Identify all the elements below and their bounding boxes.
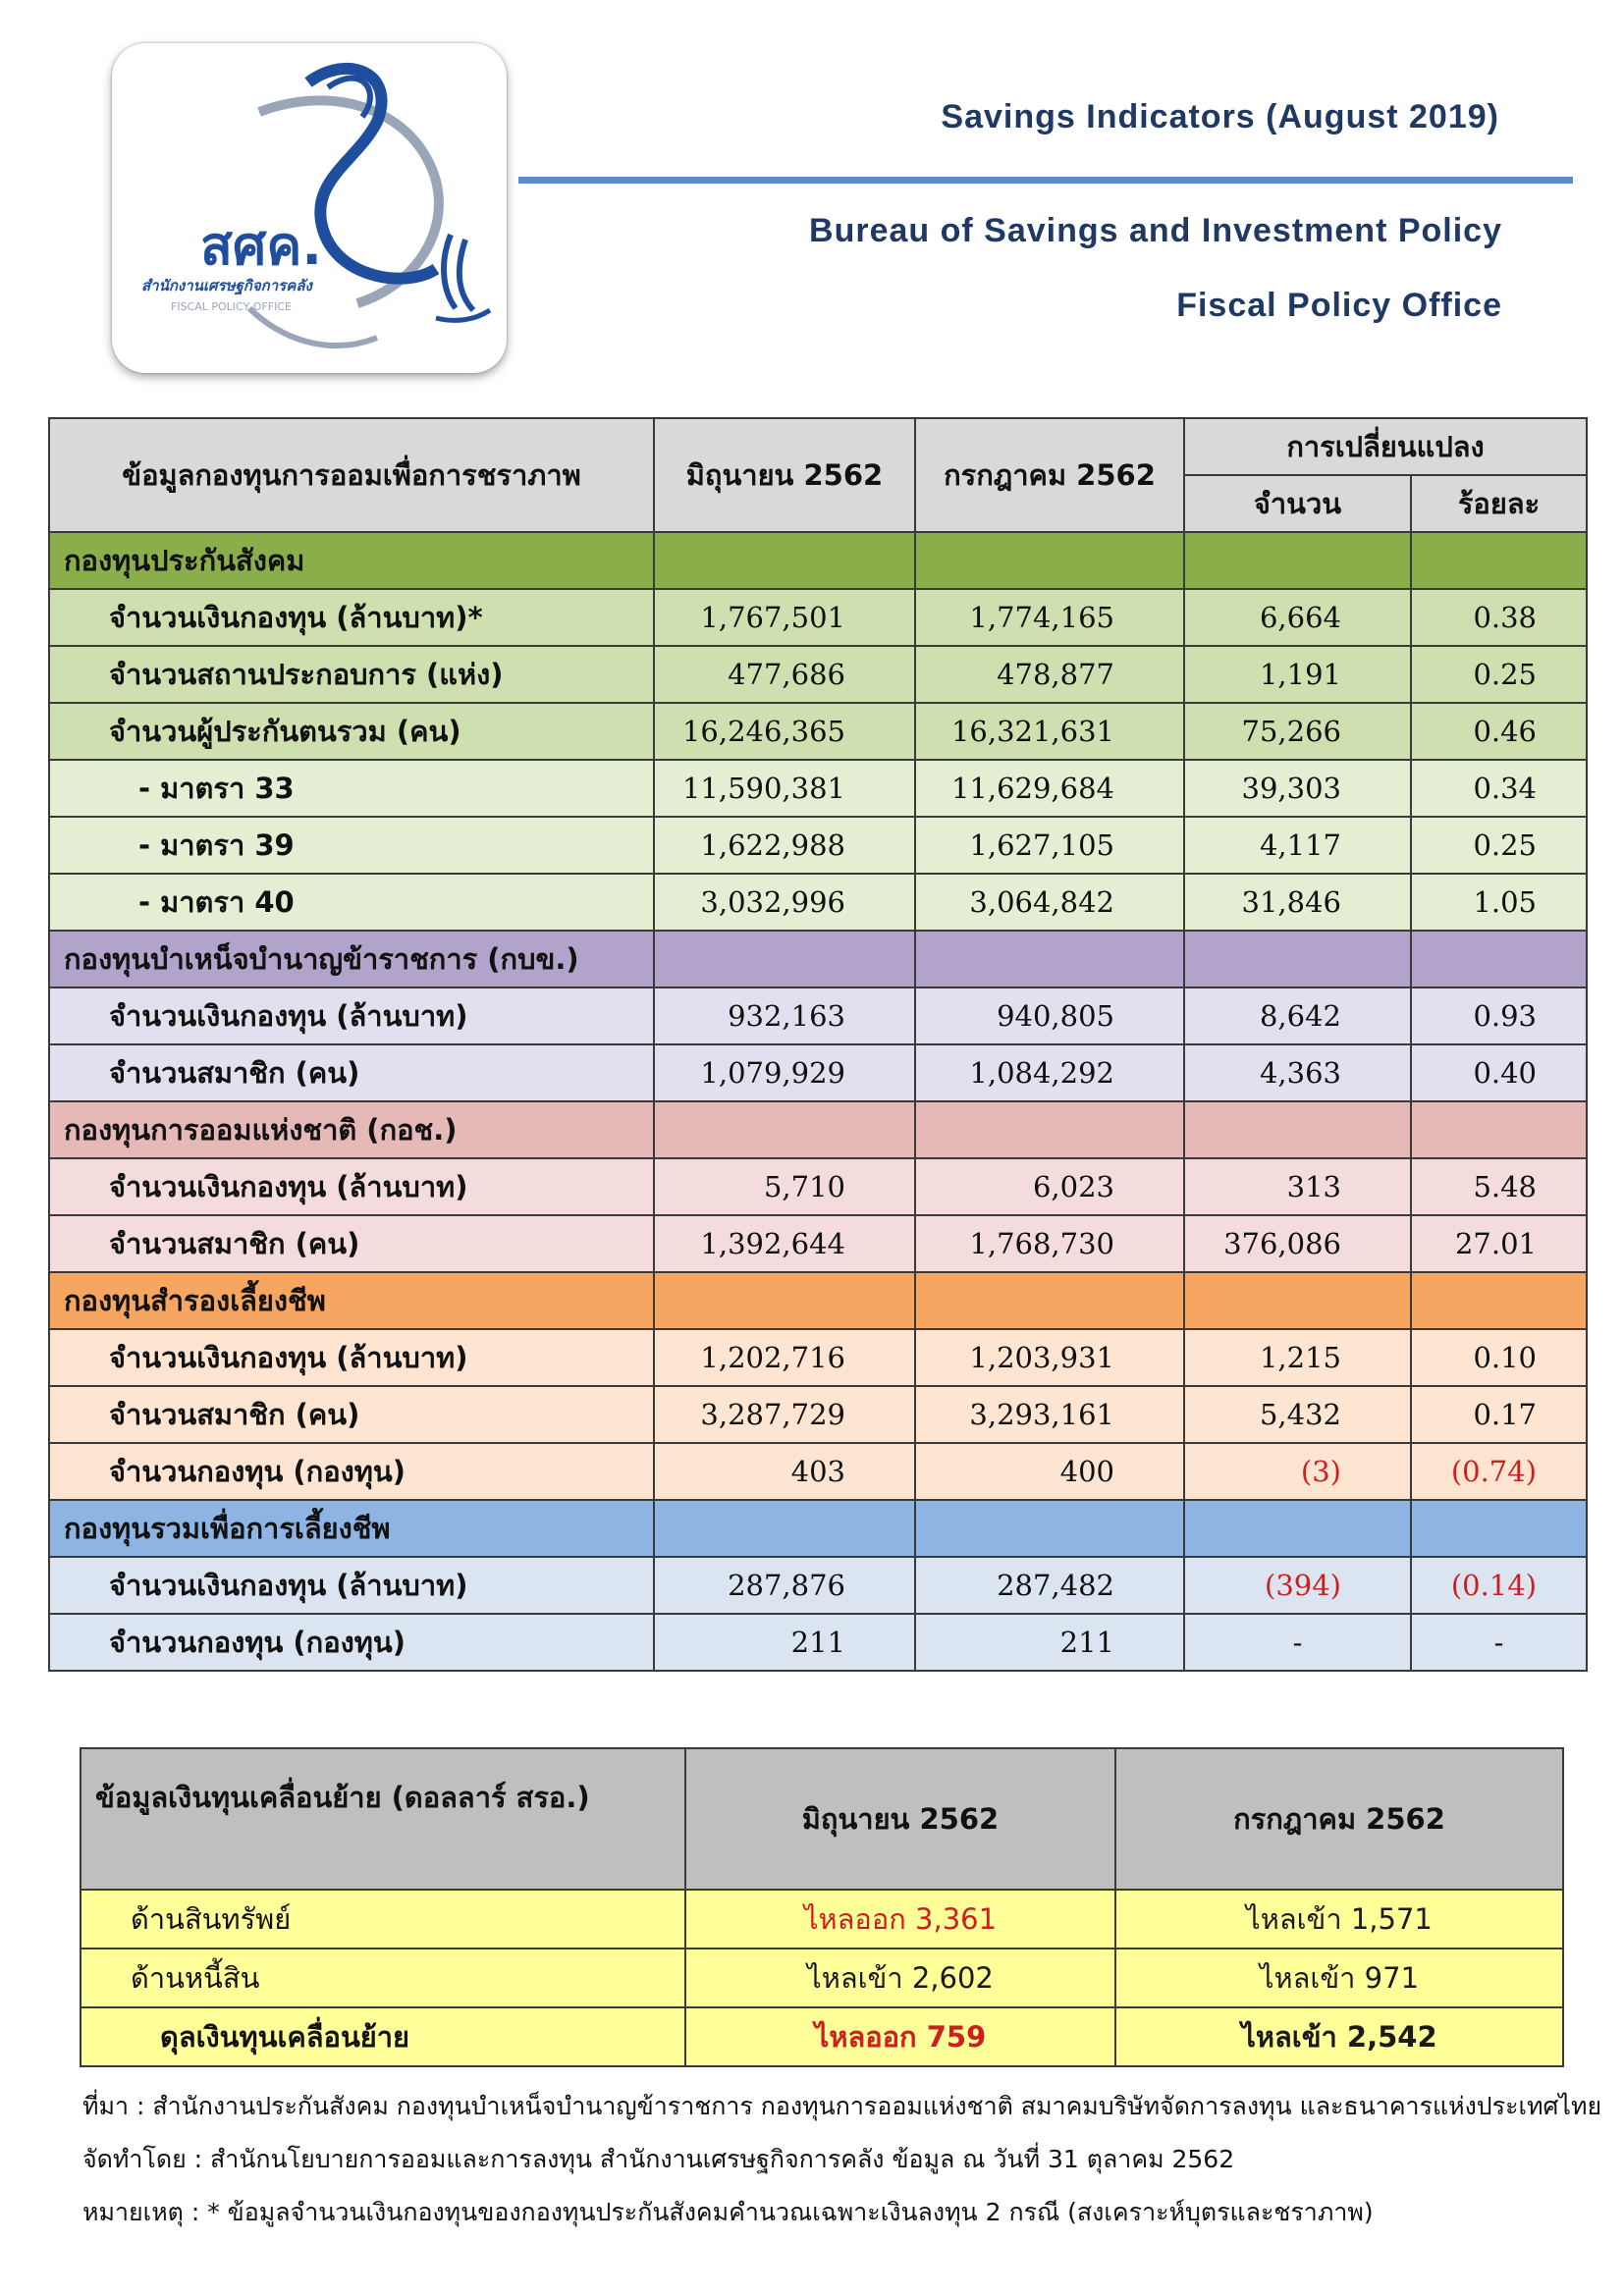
june-value: 932,163 — [654, 988, 915, 1044]
june-flow: ไหลออก 3,361 — [685, 1890, 1115, 1949]
row-label: จำนวนสมาชิก (คน) — [49, 1386, 654, 1443]
july-value: 478,877 — [915, 646, 1184, 703]
row-label: จำนวนสมาชิก (คน) — [49, 1044, 654, 1101]
row-label: ด้านหนี้สิน — [81, 1949, 685, 2007]
section-nsf — [49, 1101, 1587, 1158]
june-flow: ไหลเข้า 2,602 — [685, 1949, 1115, 2007]
section-title: กองทุนรวมเพื่อการเลี้ยงชีพ — [49, 1500, 654, 1557]
change-amount: 1,191 — [1184, 646, 1411, 703]
change-amount: 313 — [1184, 1158, 1411, 1215]
table-row — [49, 1044, 1587, 1101]
row-label: จำนวนกองทุน (กองทุน) — [49, 1443, 654, 1500]
logo-emblem-icon — [112, 43, 507, 373]
july-value: 6,023 — [915, 1158, 1184, 1215]
june-value: 211 — [654, 1614, 915, 1671]
row-label: จำนวนเงินกองทุน (ล้านบาท) — [49, 1329, 654, 1386]
header-amount: จำนวน — [1184, 475, 1411, 532]
svg-text:สำนักงานเศรษฐกิจการคลัง: สำนักงานเศรษฐกิจการคลัง — [141, 277, 312, 294]
table-row — [49, 703, 1587, 760]
change-percent: 0.34 — [1411, 760, 1587, 817]
row-label: - มาตรา 39 — [49, 817, 654, 874]
capital-header-june: มิถุนายน 2562 — [685, 1748, 1115, 1890]
table-row — [49, 1443, 1587, 1500]
change-percent: 0.46 — [1411, 703, 1587, 760]
june-value: 477,686 — [654, 646, 915, 703]
row-label: - มาตรา 40 — [49, 874, 654, 931]
june-value: 5,710 — [654, 1158, 915, 1215]
table-row — [49, 760, 1587, 817]
table-row — [49, 988, 1587, 1044]
july-value: 940,805 — [915, 988, 1184, 1044]
change-percent: 0.40 — [1411, 1044, 1587, 1101]
change-percent: 0.25 — [1411, 646, 1587, 703]
section-sso — [49, 532, 1587, 589]
change-percent: 0.10 — [1411, 1329, 1587, 1386]
table-row — [49, 817, 1587, 874]
july-value: 400 — [915, 1443, 1184, 1500]
fiscal-policy-office-logo — [112, 43, 507, 373]
change-amount: 4,363 — [1184, 1044, 1411, 1101]
capital-header-topic: ข้อมูลเงินทุนเคลื่อนย้าย (ดอลลาร์ สรอ.) — [81, 1748, 685, 1890]
row-label: ด้านสินทรัพย์ — [81, 1890, 685, 1949]
change-percent: - — [1411, 1614, 1587, 1671]
bureau-name: Bureau of Savings and Investment Policy — [809, 212, 1502, 249]
change-amount: (394) — [1184, 1557, 1411, 1614]
section-title: กองทุนการออมแห่งชาติ (กอช.) — [49, 1101, 654, 1158]
source-note: ที่มา : สำนักงานประกันสังคม กองทุนบำเหน็จบำนาญข้าราชการ กองทุนการออมแห่งชาติ สมาคมบริษัทจัดการลงทุน และธนาคารแห่งประเทศไทย — [82, 2092, 1602, 2120]
july-value: 11,629,684 — [915, 760, 1184, 817]
change-amount: - — [1184, 1614, 1411, 1671]
header-topic: ข้อมูลกองทุนการออมเพื่อการชราภาพ — [49, 418, 654, 532]
july-flow: ไหลเข้า 2,542 — [1115, 2007, 1563, 2066]
header-change: การเปลี่ยนแปลง — [1184, 418, 1587, 475]
savings-fund-table — [48, 417, 1588, 1672]
june-value: 1,392,644 — [654, 1215, 915, 1272]
june-value: 11,590,381 — [654, 760, 915, 817]
table-row — [81, 1949, 1563, 2007]
june-value: 1,622,988 — [654, 817, 915, 874]
table-row — [49, 874, 1587, 931]
change-amount: 39,303 — [1184, 760, 1411, 817]
change-amount: 75,266 — [1184, 703, 1411, 760]
section-pvd — [49, 1272, 1587, 1329]
row-label: จำนวนกองทุน (กองทุน) — [49, 1614, 654, 1671]
table-row — [49, 1386, 1587, 1443]
table-row — [49, 1557, 1587, 1614]
row-label: จำนวนเงินกองทุน (ล้านบาท) — [49, 988, 654, 1044]
remark-note: หมายเหตุ : * ข้อมูลจำนวนเงินกองทุนของกองทุนประกันสังคมคำนวณเฉพาะเงินลงทุน 2 กรณี (สงเคราะห์บุตรและชราภาพ) — [82, 2198, 1374, 2226]
change-percent: (0.14) — [1411, 1557, 1587, 1614]
change-amount: 1,215 — [1184, 1329, 1411, 1386]
june-value: 287,876 — [654, 1557, 915, 1614]
row-label: ดุลเงินทุนเคลื่อนย้าย — [81, 2007, 685, 2066]
change-percent: 0.38 — [1411, 589, 1587, 646]
change-amount: 5,432 — [1184, 1386, 1411, 1443]
table-row — [49, 1614, 1587, 1671]
july-value: 3,064,842 — [915, 874, 1184, 931]
june-flow: ไหลออก 759 — [685, 2007, 1115, 2066]
june-value: 1,079,929 — [654, 1044, 915, 1101]
change-amount: 31,846 — [1184, 874, 1411, 931]
section-title: กองทุนสำรองเลี้ยงชีพ — [49, 1272, 654, 1329]
july-value: 1,084,292 — [915, 1044, 1184, 1101]
july-value: 3,293,161 — [915, 1386, 1184, 1443]
row-label: จำนวนเงินกองทุน (ล้านบาท) — [49, 1158, 654, 1215]
change-amount: 6,664 — [1184, 589, 1411, 646]
july-value: 1,768,730 — [915, 1215, 1184, 1272]
header-divider — [518, 177, 1573, 184]
svg-text:FISCAL POLICY OFFICE: FISCAL POLICY OFFICE — [171, 300, 292, 313]
page-title: Savings Indicators (August 2019) — [941, 98, 1499, 135]
july-flow: ไหลเข้า 1,571 — [1115, 1890, 1563, 1949]
row-label: จำนวนเงินกองทุน (ล้านบาท) — [49, 1557, 654, 1614]
july-value: 1,774,165 — [915, 589, 1184, 646]
table-row — [49, 589, 1587, 646]
section-title: กองทุนบำเหน็จบำนาญข้าราชการ (กบข.) — [49, 931, 654, 988]
table-row-total — [81, 2007, 1563, 2066]
row-label: จำนวนผู้ประกันตนรวม (คน) — [49, 703, 654, 760]
change-percent: (0.74) — [1411, 1443, 1587, 1500]
change-percent: 27.01 — [1411, 1215, 1587, 1272]
change-percent: 5.48 — [1411, 1158, 1587, 1215]
office-name: Fiscal Policy Office — [1176, 287, 1502, 324]
row-label: จำนวนเงินกองทุน (ล้านบาท)* — [49, 589, 654, 646]
header-june: มิถุนายน 2562 — [654, 418, 915, 532]
capital-flow-table — [80, 1747, 1564, 2067]
july-value: 1,203,931 — [915, 1329, 1184, 1386]
row-label: จำนวนสมาชิก (คน) — [49, 1215, 654, 1272]
svg-text:สศค.: สศค. — [200, 215, 322, 277]
june-value: 3,032,996 — [654, 874, 915, 931]
july-value: 1,627,105 — [915, 817, 1184, 874]
capital-header-july: กรกฎาคม 2562 — [1115, 1748, 1563, 1890]
table-row — [49, 1215, 1587, 1272]
table-row — [49, 1329, 1587, 1386]
june-value: 16,246,365 — [654, 703, 915, 760]
header-july: กรกฎาคม 2562 — [915, 418, 1184, 532]
july-value: 287,482 — [915, 1557, 1184, 1614]
july-value: 211 — [915, 1614, 1184, 1671]
section-title: กองทุนประกันสังคม — [49, 532, 654, 589]
table-row — [81, 1890, 1563, 1949]
row-label: - มาตรา 33 — [49, 760, 654, 817]
section-gpf — [49, 931, 1587, 988]
change-amount: 8,642 — [1184, 988, 1411, 1044]
table-row — [49, 1158, 1587, 1215]
july-value: 16,321,631 — [915, 703, 1184, 760]
change-amount: 376,086 — [1184, 1215, 1411, 1272]
change-percent: 0.17 — [1411, 1386, 1587, 1443]
change-percent: 0.93 — [1411, 988, 1587, 1044]
table-row — [49, 646, 1587, 703]
header-percent: ร้อยละ — [1411, 475, 1587, 532]
june-value: 403 — [654, 1443, 915, 1500]
change-percent: 1.05 — [1411, 874, 1587, 931]
june-value: 1,767,501 — [654, 589, 915, 646]
june-value: 3,287,729 — [654, 1386, 915, 1443]
row-label: จำนวนสถานประกอบการ (แห่ง) — [49, 646, 654, 703]
prepared-by-note: จัดทำโดย : สำนักนโยบายการออมและการลงทุน สำนักงานเศรษฐกิจการคลัง ข้อมูล ณ วันที่ 31 ตุลาคม 2562 — [82, 2145, 1235, 2173]
july-flow: ไหลเข้า 971 — [1115, 1949, 1563, 2007]
change-amount: (3) — [1184, 1443, 1411, 1500]
june-value: 1,202,716 — [654, 1329, 915, 1386]
change-amount: 4,117 — [1184, 817, 1411, 874]
change-percent: 0.25 — [1411, 817, 1587, 874]
section-rmf — [49, 1500, 1587, 1557]
